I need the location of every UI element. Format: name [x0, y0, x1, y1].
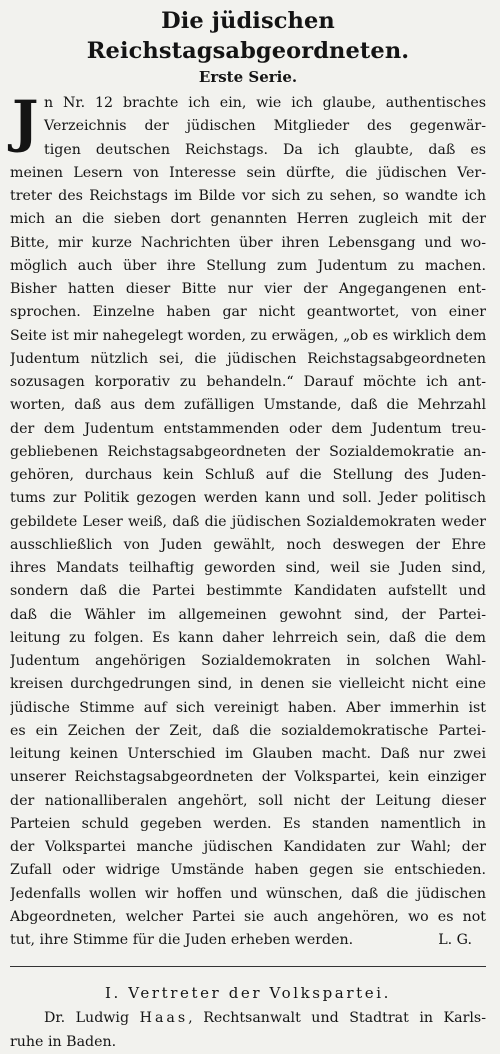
- article-line: der nationalliberalen angehört, soll nicht der Leitung dieser: [10, 792, 486, 809]
- article-body: [10, 89, 486, 952]
- article-line: Seite ist mir nahegelegt worden, zu erwägen, „ob es wirklich dem: [10, 327, 486, 344]
- article-line: ihres Mandats teilhaftig geworden sind, weil sie Juden sind,: [10, 560, 486, 576]
- article-line: der dem Judentum entstammenden oder dem Judentum treu-: [10, 420, 486, 437]
- article-line: sozusagen korporativ zu behandeln.“ Darauf möchte ich ant-: [10, 374, 486, 390]
- article-line: sondern daß die Partei bestimmte Kandidaten aufstellt und: [10, 583, 486, 600]
- article-line-text: tut, ihre Stimme für die Juden erheben werden.: [10, 932, 354, 948]
- article-line: tigen deutschen Reichstags. Da ich glaubte, daß es: [44, 141, 486, 158]
- article-line: Bitte, mir kurze Nachrichten über ihren Lebensgang und wo-: [10, 234, 486, 251]
- article-line: treter des Reichstags im Bilde vor sich zu sehen, so wandte ich: [10, 188, 486, 204]
- article-line: worten, daß aus dem zufälligen Umstande, daß die Mehrzahl: [10, 397, 486, 414]
- article-line: gebildete Leser weiß, daß die jüdischen Sozialdemokraten weder: [10, 513, 486, 530]
- article-line: gebliebenen Reichstagsabgeordneten der Sozialdemokratie an-: [10, 443, 486, 460]
- article-line: möglich auch über ihre Stellung zum Judentum zu machen.: [10, 257, 486, 274]
- article-line: Zufall oder widrige Umstände haben gegen sie entschieden.: [10, 862, 486, 879]
- article-line: leitung keinen Unterschied im Glauben macht. Daß nur zwei: [10, 746, 486, 762]
- article-line: ausschließlich von Juden gewählt, noch deswegen der Ehre: [10, 536, 486, 553]
- section-divider: [10, 966, 486, 967]
- article-line: gehören, durchaus kein Schluß auf die Stellung des Juden-: [10, 467, 486, 483]
- article-line: unserer Reichstagsabgeordneten der Volkspartei, kein einziger: [10, 769, 486, 786]
- article-lines: [10, 89, 486, 952]
- article-line: Judentum nützlich sei, die jüdischen Reichstagsabgeordneten: [10, 350, 486, 367]
- article-line: Verzeichnis der jüdischen Mitglieder des gegenwär-: [44, 118, 486, 135]
- article-line: tums zur Politik gezogen werden kann und soll. Jeder politisch: [10, 490, 486, 507]
- article-line: meinen Lesern von Interesse sein dürfte, die jüdischen Ver-: [10, 164, 486, 181]
- article-line: Jedenfalls wollen wir hoffen und wünschen, daß die jüdischen: [10, 885, 486, 902]
- section-heading: I. Vertreter der Volkspartei.: [105, 984, 391, 1003]
- article-line: kreisen durchgedrungen sind, in denen sie vielleicht nicht eine: [10, 676, 486, 693]
- article-line: n Nr. 12 brachte ich ein, wie ich glaube, authentisches: [44, 95, 486, 111]
- entry-rest: , Rechtsanwalt und Stadtrat in Karls-: [188, 1010, 486, 1027]
- article-line: Abgeordneten, welcher Partei sie auch angehören, wo es not: [10, 908, 486, 925]
- section-entry-line-2: ruhe in Baden.: [10, 1033, 117, 1050]
- entry-name: Haas: [139, 1010, 189, 1027]
- article-line: mich an die sieben dort genannten Herren zugleich mit der: [10, 211, 486, 228]
- article-line: daß die Wähler im allgemeinen gewohnt sind, der Partei-: [10, 606, 486, 623]
- entry-prefix: Dr. Ludwig: [44, 1010, 140, 1027]
- article-line: jüdische Stimme auf sich vereinigt haben. Aber immerhin ist: [10, 699, 486, 716]
- article-line: [10, 929, 486, 952]
- article-line: leitung zu folgen. Es kann daher lehrreich sein, daß die dem: [10, 629, 486, 646]
- article-subtitle: Erste Serie.: [198, 68, 298, 86]
- article-line: es ein Zeichen der Zeit, daß die sozialdemokratische Partei-: [10, 722, 486, 739]
- author-signature: L. G.: [438, 932, 472, 948]
- article-line: Bisher hatten dieser Bitte nur vier der Angegangenen ent-: [10, 281, 486, 297]
- article-line: sprochen. Einzelne haben gar nicht geantwortet, von einer: [10, 304, 486, 321]
- article-line: Judentum angehörigen Sozialdemokraten in solchen Wahl-: [10, 653, 486, 669]
- article-title: Die jüdischen Reichstagsabgeordneten.: [86, 8, 410, 64]
- article-line: Parteien schuld gegeben werden. Es standen namentlich in: [10, 815, 486, 832]
- section-entry-line-1: [10, 1007, 486, 1030]
- article-line: der Volkspartei manche jüdischen Kandidaten zur Wahl; der: [10, 839, 486, 855]
- drop-cap: J: [12, 89, 39, 155]
